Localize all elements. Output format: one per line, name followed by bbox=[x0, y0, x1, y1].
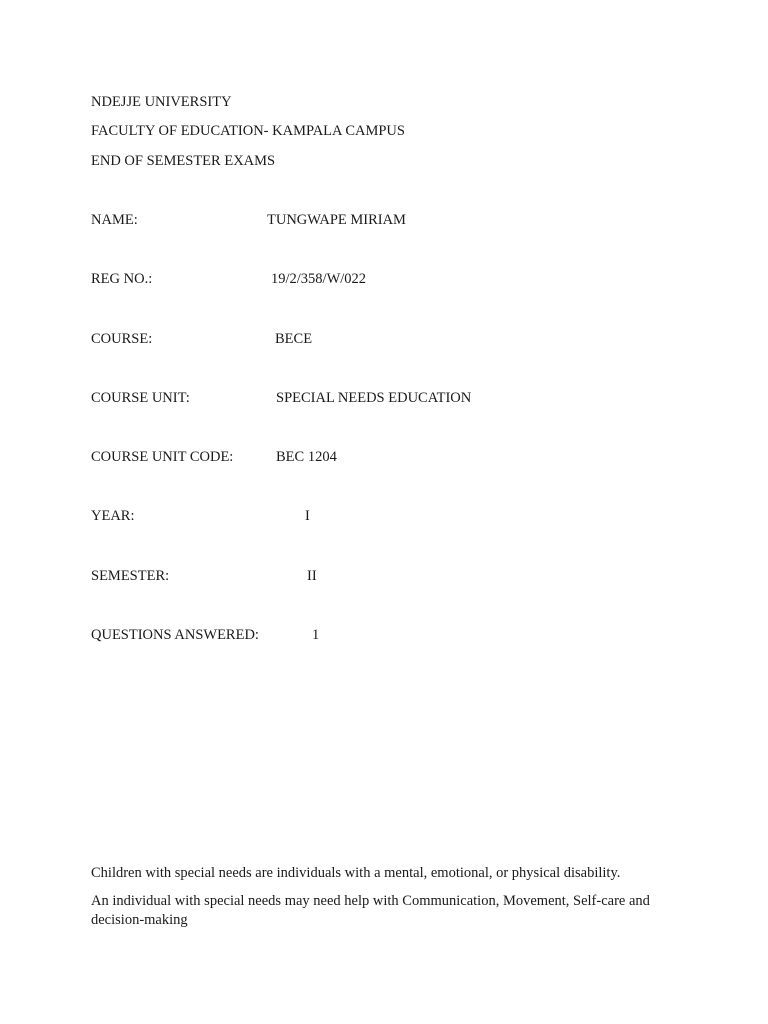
field-reg-no-label: REG NO.: bbox=[91, 271, 153, 287]
field-course-unit-value: SPECIAL NEEDS EDUCATION bbox=[276, 390, 472, 406]
field-course-label: COURSE: bbox=[91, 331, 153, 347]
field-questions-answered-label: QUESTIONS ANSWERED: bbox=[91, 627, 259, 643]
field-course-unit-code-label: COURSE UNIT CODE: bbox=[91, 449, 234, 465]
field-reg-no-value: 19/2/358/W/022 bbox=[271, 271, 367, 287]
field-course-value: BECE bbox=[275, 331, 313, 347]
body-paragraph-1: Children with special needs are individuals with a mental, emotional, or physical disability. bbox=[91, 865, 621, 881]
field-year-label: YEAR: bbox=[91, 508, 135, 524]
university-name: NDEJJE UNIVERSITY bbox=[91, 94, 232, 110]
field-name-label: NAME: bbox=[91, 212, 138, 228]
body-paragraph-2: An individual with special needs may need help with Communication, Movement, Self-care and decision-making bbox=[91, 893, 650, 928]
field-name-value: TUNGWAPE MIRIAM bbox=[267, 212, 406, 228]
field-questions-answered-value: 1 bbox=[312, 627, 320, 643]
field-course-unit-code-value: BEC 1204 bbox=[276, 449, 337, 465]
field-course-unit-label: COURSE UNIT: bbox=[91, 390, 190, 406]
field-semester-label: SEMESTER: bbox=[91, 568, 170, 584]
field-year-value: I bbox=[305, 508, 310, 524]
field-semester-value: II bbox=[307, 568, 317, 584]
exam-title: END OF SEMESTER EXAMS bbox=[91, 153, 276, 169]
faculty-name: FACULTY OF EDUCATION- KAMPALA CAMPUS bbox=[91, 123, 405, 139]
